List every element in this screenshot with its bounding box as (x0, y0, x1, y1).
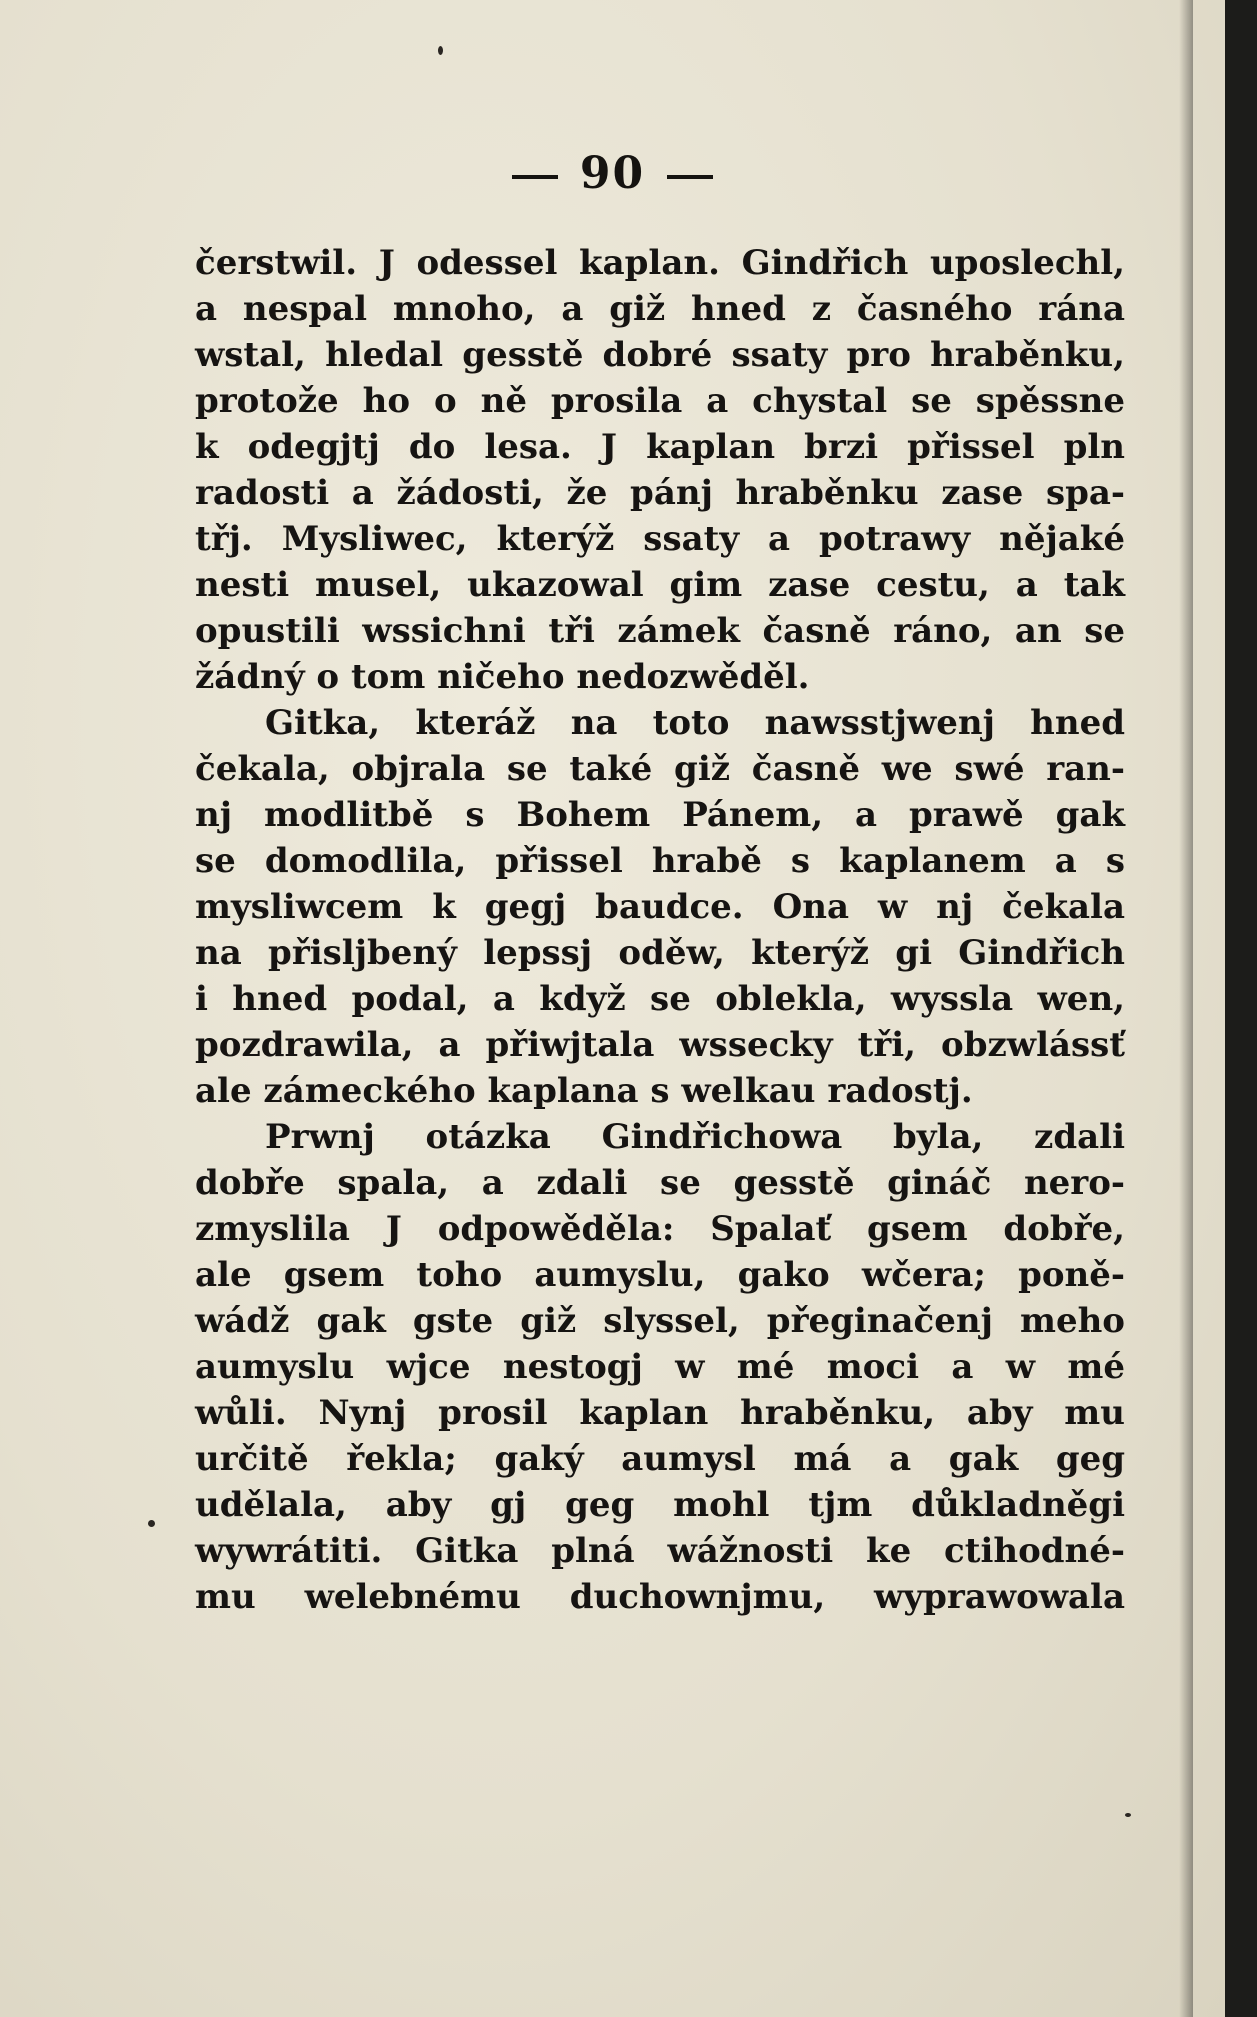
text-line: i hned podal, a když se oblekla, wyssla wen, (195, 979, 1125, 1019)
text-line: čerstwil. J odessel kaplan. Gindřich uposlechl, (195, 243, 1125, 283)
page-edge-shadow (1179, 0, 1193, 2017)
text-line: radosti a žádosti, že pánj hraběnku zase spa- (195, 473, 1125, 513)
text-line: čekala, objrala se také giž časně we swé ran- (195, 749, 1125, 789)
text-line: wůli. Nynj prosil kaplan hraběnku, aby mu (195, 1393, 1125, 1433)
text-line: mu welebnému duchownjmu, wyprawowala (195, 1577, 1125, 1617)
page-number: 90 (579, 148, 646, 199)
text-line: žádný o tom ničeho nedozwěděl. (195, 657, 810, 697)
text-line: pozdrawila, a přiwjtala wssecky tři, obzwlássť (195, 1025, 1125, 1065)
ink-speck (1125, 1813, 1131, 1817)
text-line: na přisljbený lepssj oděw, kterýž gi Gindřich (195, 933, 1125, 973)
text-line: zmyslila J odpowěděla: Spalať gsem dobře, (195, 1209, 1125, 1249)
text-line: Gitka, kteráž na toto nawsstjwenj hned (265, 703, 1125, 743)
ink-speck (438, 46, 443, 55)
text-line: aumyslu wjce nestogj w mé moci a w mé (195, 1347, 1125, 1387)
text-line: ale zámeckého kaplana s welkau radostj. (195, 1071, 973, 1111)
text-line: ale gsem toho aumyslu, gako wčera; poně- (195, 1255, 1125, 1295)
page-header (0, 148, 1225, 199)
text-line: protože ho o ně prosila a chystal se spěssne (195, 381, 1125, 421)
text-line: k odegjtj do lesa. J kaplan brzi přissel pln (195, 427, 1125, 467)
text-line: udělala, aby gj geg mohl tjm důkladněgi (195, 1485, 1125, 1525)
text-line: nesti musel, ukazowal gim zase cestu, a tak (195, 565, 1125, 605)
text-line: a nespal mnoho, a giž hned z časného rána (195, 289, 1125, 329)
text-line: třj. Mysliwec, kterýž ssaty a potrawy nějaké (195, 519, 1125, 559)
text-line: dobře spala, a zdali se gesstě gináč nero- (195, 1163, 1125, 1203)
text-line: wstal, hledal gesstě dobré ssaty pro hraběnku, (195, 335, 1125, 375)
text-line: opustili wssichni tři zámek časně ráno, an se (195, 611, 1125, 651)
header-dash-right (667, 175, 713, 179)
text-line: wywrátiti. Gitka plná wážnosti ke ctihodné- (195, 1531, 1125, 1571)
text-line: Prwnj otázka Gindřichowa byla, zdali (265, 1117, 1125, 1157)
header-dash-left (512, 175, 558, 179)
text-line: wádž gak gste giž slyssel, přeginačenj meho (195, 1301, 1125, 1341)
text-line: se domodlila, přissel hrabě s kaplanem a s (195, 841, 1125, 881)
text-line: nj modlitbě s Bohem Pánem, a prawě gak (195, 795, 1125, 835)
ink-speck (148, 1520, 155, 1527)
text-line: určitě řekla; gaký aumysl má a gak geg (195, 1439, 1125, 1479)
body-text (195, 240, 1125, 1620)
text-line: mysliwcem k gegj baudce. Ona w nj čekala (195, 887, 1125, 927)
